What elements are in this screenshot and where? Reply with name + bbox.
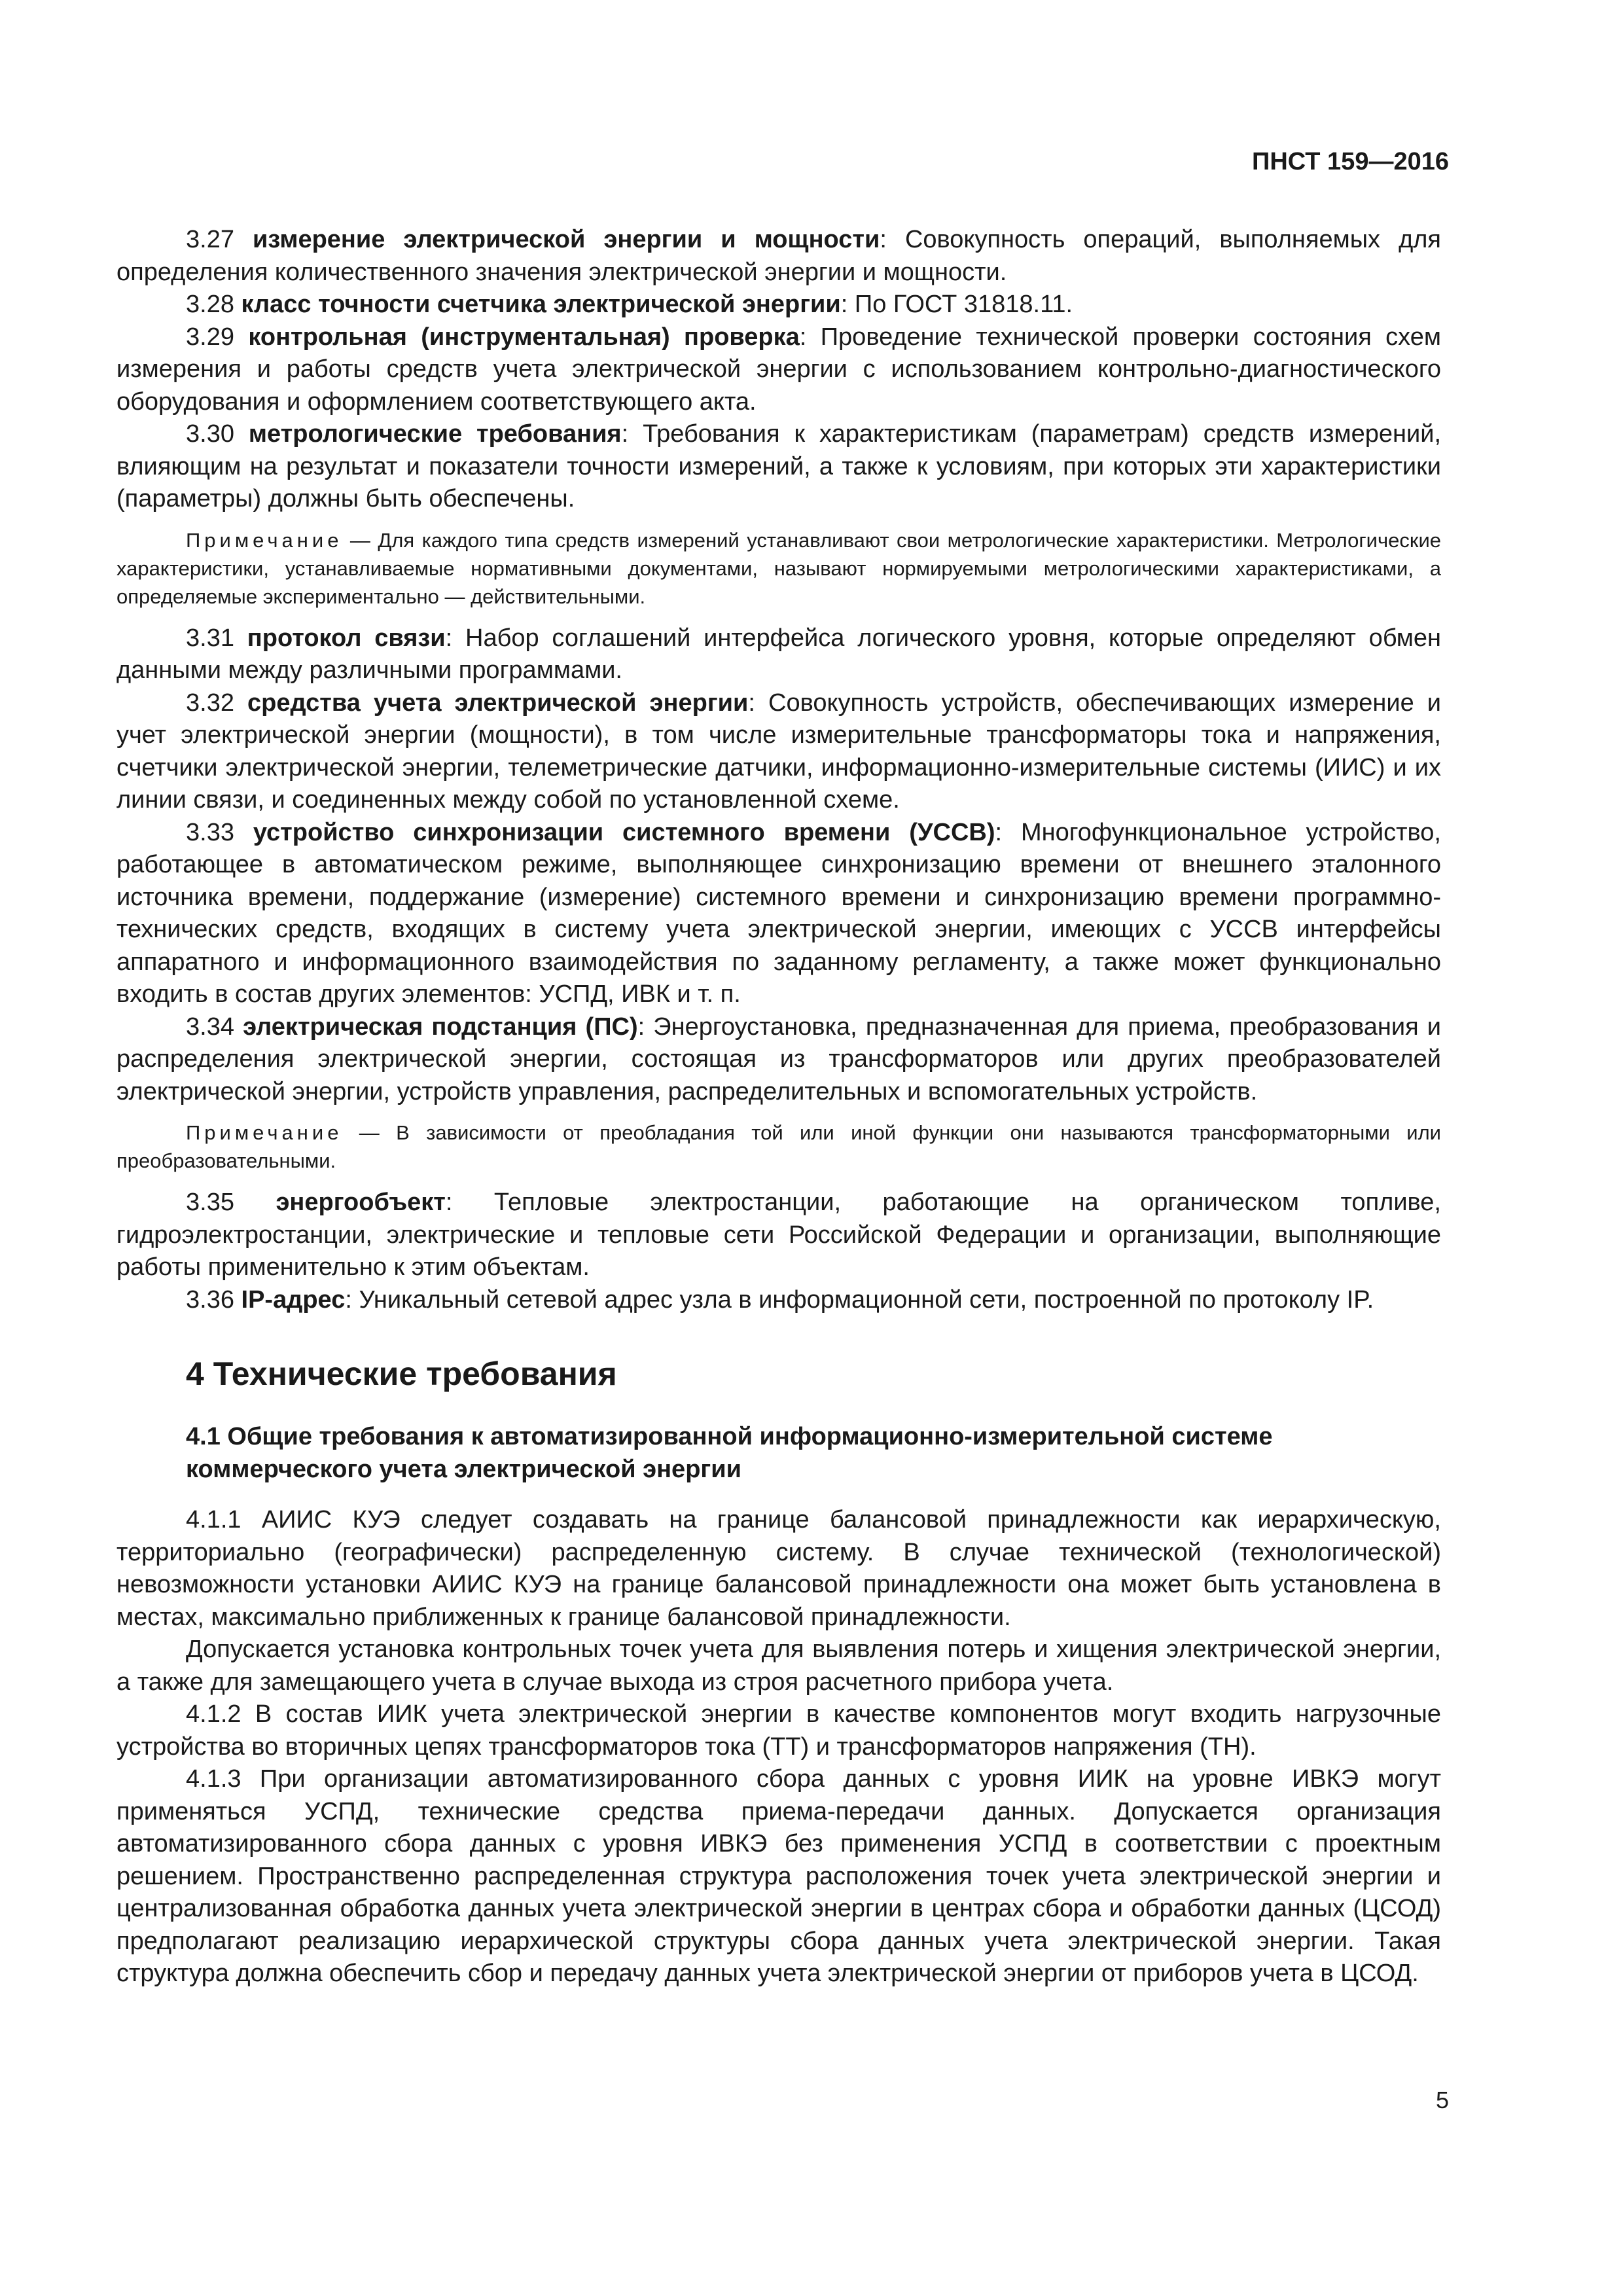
page-number: 5 (1435, 2087, 1449, 2113)
definition-3-35: 3.35 энергообъект: Тепловые электростанции, работающие на органическом топливе, гидроэлектростанции, электрические и тепловые сети Российской Федерации и организации, выполняющие работы применительно к этим объектам. (116, 1189, 1441, 1281)
definition-term: электрическая подстанция (ПС) (243, 1013, 638, 1041)
definition-3-27: 3.27 измерение электрической энергии и мощности: Совокупность операций, выполняемых для определения количественного значения электрической энергии и мощности. (116, 226, 1442, 286)
page-content (116, 224, 1441, 1990)
paragraph-4-1-1: 4.1.1 АИИС КУЭ следует создавать на границе балансовой принадлежности как иерархическую, территориально (географически) распределенную систему. В случае технической (технологической) невозможности установки АИИС КУЭ на границе балансовой принадлежности она может быть установлена в местах, максимально приближенных к границе балансовой принадлежности. (116, 1506, 1441, 1631)
note-label: Примечание (186, 528, 343, 552)
definition-term: класс точности счетчика электрической энергии (241, 291, 841, 318)
paragraph-control-points: Допускается установка контрольных точек учета для выявления потерь и хищения электрической энергии, а также для замещающего учета в случае выхода из строя расчетного прибора учета. (116, 1636, 1441, 1696)
definition-3-32: 3.32 средства учета электрической энергии: Совокупность устройств, обеспечивающих измерение и учет электрической энергии (мощности), в том числе измерительные трансформаторы тока и напряжения, счетчики электрической энергии, телеметрические датчики, информационно-измерительные системы (ИИС) и их линии связи, и соединенных между собой по установленной схеме. (116, 689, 1441, 814)
note-substation: Примечание — В зависимости от преобладания той или иной функции они называются трансформаторными или преобразовательными. (116, 1121, 1441, 1172)
paragraph-4-1-3: 4.1.3 При организации автоматизированного сбора данных с уровня ИИК на уровне ИВКЭ могут применяться УСПД, технические средства приема-передачи данных. Допускается организация автоматизированного сбора данных с уровня ИВКЭ без применения УСПД в соответствии с проектным решением. Пространственно распределенная структура расположения точек учета электрической энергии и централизованная обработка данных учета электрической энергии в центрах сбора и обработки данных (ЦСОД) предполагают реализацию иерархической структуры сбора данных учета электрической энергии. Такая структура должна обеспечить сбор и передачу данных учета электрической энергии от приборов учета в ЦСОД. (116, 1765, 1441, 1987)
subsection-heading: 4.1 Общие требования к автоматизированной информационно-измерительной системе коммерческого учета электрической энергии (186, 1423, 1273, 1483)
definition-term: IP-адрес (241, 1285, 346, 1314)
definition-3-29: 3.29 контрольная (инструментальная) проверка: Проведение технической проверки состояния схем измерения и работы средств учета электрической энергии с использованием контрольно-диагностического оборудования и оформлением соответствующего акта. (116, 323, 1441, 416)
paragraph-4-1-2: 4.1.2 В состав ИИК учета электрической энергии в качестве компонентов могут входить нагрузочные устройства во вторичных цепях трансформаторов тока (ТТ) и трансформаторов напряжения (ТН). (116, 1700, 1441, 1761)
definition-3-28: 3.28 класс точности счетчика электрической энергии: По ГОСТ 31818.11. (186, 291, 1073, 318)
definition-term: контрольная (инструментальная) проверка (248, 323, 800, 351)
definition-term: протокол связи (247, 624, 446, 652)
definition-3-33: 3.33 устройство синхронизации системного времени (УССВ): Многофункциональное устройство, работающее в автоматическом режиме, выполняющее синхронизацию времени от внешнего эталонного источника времени, поддержание (измерение) системного времени и синхронизацию времени программно-технических средств, входящих в систему учета электрической энергии, имеющих с УССВ интерфейсы аппаратного и информационного взаимодействия по заданному регламенту, а также может функционально входить в состав других элементов: УСПД, ИВК и т. п. (116, 818, 1441, 1008)
definition-term: энергообъект (276, 1189, 446, 1216)
definition-3-36: 3.36 IP-адрес: Уникальный сетевой адрес узла в информационной сети, построенной по протоколу IP. (186, 1285, 1374, 1314)
note-metrology: Примечание — Для каждого типа средств измерений устанавливают свои метрологические характеристики. Метрологические характеристики, устанавливаемые нормативными документами, называют нормируемыми метрологическими характеристиками, а определяемые экспериментально — действительными. (116, 528, 1441, 608)
document-code-header: ПНСТ 159—2016 (1252, 148, 1449, 175)
definition-term: устройство синхронизации системного времени (УССВ) (253, 818, 995, 846)
definition-term: метрологические требования (248, 420, 622, 448)
note-label: Примечание (186, 1121, 343, 1144)
section-heading: 4 Технические требования (186, 1355, 617, 1392)
definition-3-34: 3.34 электрическая подстанция (ПС): Энергоустановка, предназначенная для приема, преобразования и распределения электрической энергии, состоящая из трансформаторов или других преобразователей электрической энергии, устройств управления, распределительных и вспомогательных устройств. (116, 1013, 1441, 1105)
definition-term: измерение электрической энергии и мощности (253, 226, 880, 253)
definition-3-30: 3.30 метрологические требования: Требования к характеристикам (параметрам) средств измерений, влияющим на результат и показатели точности измерений, а также к условиям, при которых эти характеристики (параметры) должны быть обеспечены. (116, 420, 1441, 512)
definition-term: средства учета электрической энергии (247, 689, 749, 717)
definition-3-31: 3.31 протокол связи: Набор соглашений интерфейса логического уровня, которые определяют обмен данными между различными программами. (116, 624, 1441, 684)
